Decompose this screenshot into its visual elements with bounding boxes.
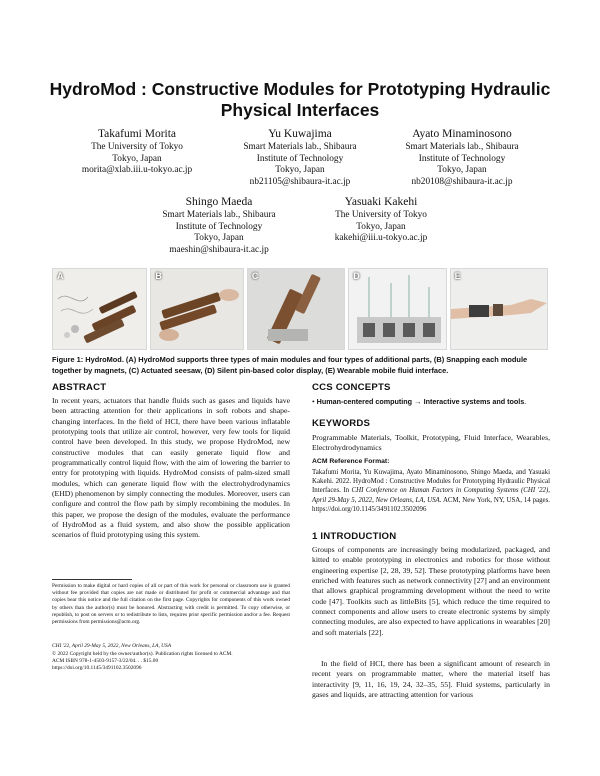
author-email[interactable]: nb21105@shibaura-it.ac.jp xyxy=(249,176,351,187)
author-affiliation: Tokyo, Japan xyxy=(194,233,244,244)
doi-footnote[interactable]: https://doi.org/10.1145/3491102.3502096 xyxy=(52,665,142,671)
wearable-illustration xyxy=(451,269,548,349)
ccs-item-bold: Human-centered computing xyxy=(316,397,413,406)
reference-heading: ACM Reference Format: xyxy=(312,458,390,465)
reference-text xyxy=(312,468,550,514)
footnote-rule xyxy=(52,579,132,580)
seesaw-illustration xyxy=(248,269,345,349)
author-email[interactable]: kakehi@iii.u-tokyo.ac.jp xyxy=(334,233,428,244)
abstract-text: In recent years, actuators that handle fluids such as gases and liquids have been attracting attention for their applications in soft robots and shape-changing interfaces. In the field of HCI, there have been various inflatable prototyping tools that utilize air control, however, very few tools for liquid control have been developed. In this study, we propose HydroMod, new constructive modules that can easily generate liquid flow and programmatically control liquid flow, with the aim of lowering the barrier to entry for prototyping with liquids. HydroMod consists of palm-sized small modules, which can generate liquid flow with the electrohydrodynamics (EHD) phenomenon by simply connecting the modules. Moreover, users can configure and control the flow path by simply recombining the modules. In this paper, we propose the design of the modules, evaluate the performance of HydroMod as a fluid system, and also show the possible application scenarios of fluid prototyping using this system. xyxy=(52,396,290,540)
author-name: Ayato Minaminosono xyxy=(412,128,512,140)
panel-label: D xyxy=(353,271,360,281)
author-affiliation: Tokyo, Japan xyxy=(112,153,162,164)
author-block xyxy=(225,127,375,188)
author-email[interactable]: nb20108@shibaura-it.ac.jp xyxy=(411,176,513,187)
author-email[interactable]: maeshin@shibaura-it.ac.jp xyxy=(169,244,269,255)
paper-title: HydroMod : Constructive Modules for Prototyping Hydraulic Physical Interfaces xyxy=(49,79,551,120)
reference-authors: Takafumi Morita, Yu Kuwajima, Ayato Minaminosono, Shingo Maeda, and Yasuaki Kakehi. 2022. HydroMod : Constructive Modules for Prototyping Hydraulic Physical Interfaces. In xyxy=(312,469,550,495)
introduction-para-2: In the field of HCI, there has been a significant amount of research in recent years on programmable matter, where the material itself has interactivity [9, 11, 16, 19, 24, 32–35, 55]. Fluid systems, particularly in gases and liquids, are attracting attention for various xyxy=(312,659,550,700)
author-affiliation: Institute of Technology xyxy=(175,221,263,232)
author-affiliation: Smart Materials lab., Shibaura xyxy=(405,142,519,152)
figure-panel-e xyxy=(450,268,548,350)
permission-footnote: Permission to make digital or hard copies of all or part of this work for personal or classroom use is granted without fee provided that copies are not made or distributed for profit or commercial advantage and that copies bear this notice and the full citation on the first page. Copyrights for components of this work owned by others than the author(s) must be honored. Abstracting with credit is permitted. To copy otherwise, or republish, to post on servers or to redistribute to lists, requires prior specific permission and/or a fee. Request permissions from permissions@acm.org. xyxy=(52,583,290,626)
keywords-text: Programmable Materials, Toolkit, Prototyping, Fluid Interface, Wearables, Electrohydrodynamics xyxy=(312,433,550,453)
author-affiliation: The University of Tokyo xyxy=(335,210,427,220)
panel-label: A xyxy=(57,271,64,281)
author-block xyxy=(387,127,537,188)
author-name: Takafumi Morita xyxy=(97,128,177,140)
author-email[interactable]: morita@xlab.iii.u-tokyo.ac.jp xyxy=(81,165,193,176)
ccs-item-rest: Interactive systems and tools xyxy=(423,397,525,406)
author-affiliation: Institute of Technology xyxy=(256,153,344,164)
arrow-glyph: → xyxy=(414,397,422,406)
pin-display-illustration xyxy=(349,269,446,349)
introduction-heading: 1 INTRODUCTION xyxy=(312,531,397,542)
bullet-glyph: • xyxy=(312,397,315,406)
author-affiliation: Tokyo, Japan xyxy=(356,221,406,232)
author-affiliation: Smart Materials lab., Shibaura xyxy=(162,210,276,220)
author-affiliation: The University of Tokyo xyxy=(91,142,183,152)
panel-label: B xyxy=(155,271,162,281)
author-affiliation: Tokyo, Japan xyxy=(275,165,325,176)
author-block xyxy=(306,195,456,245)
ccs-period: . xyxy=(524,397,527,406)
reference-venue: CHI Conference on Human Factors in Computing Systems (CHI '22), April 29-May 5, 2022, New Orleans, LA, USA. xyxy=(312,487,550,504)
modules-kit-illustration xyxy=(53,269,147,349)
figure-panel-c xyxy=(247,268,345,350)
author-block xyxy=(62,127,212,177)
figure-panel-a xyxy=(52,268,147,350)
keywords-heading: KEYWORDS xyxy=(312,418,371,429)
ccs-heading: CCS CONCEPTS xyxy=(312,382,391,393)
abstract-heading: ABSTRACT xyxy=(52,382,107,393)
reference-rest: ACM, New York, NY, USA, 14 pages. https://doi.org/10.1145/3491102.3502096 xyxy=(312,496,550,513)
author-block xyxy=(144,195,294,256)
author-affiliation: Institute of Technology xyxy=(418,153,506,164)
venue-footnote: CHI '22, April 29-May 5, 2022, New Orleans, LA, USA xyxy=(52,643,172,649)
author-name: Shingo Maeda xyxy=(185,196,253,208)
panel-label: E xyxy=(454,271,461,281)
isbn-footnote: ACM ISBN 978-1-4503-9157-3/22/04. . . $15.00 xyxy=(52,658,159,664)
ccs-item xyxy=(312,397,552,407)
author-name: Yasuaki Kakehi xyxy=(344,196,418,208)
introduction-para-1: Groups of components are increasingly being modularized, packaged, and kitted to enable prototyping in electronics and robotics for those without engineering expertise [2, 28, 39, 52]. These prototyping platforms have been enriched with features such as network connectivity [27] and an environment that allows graphical programming development without the need to write code [47]. Toolkits such as littleBits [5], which reduce the time required to connect components and allow users to create electronic systems by simply connecting modules, are also expected to have applications in wearables [20] and soft materials [22]. xyxy=(312,545,550,637)
figure-panel-b xyxy=(150,268,243,350)
panel-label: C xyxy=(251,271,259,281)
author-affiliation: Smart Materials lab., Shibaura xyxy=(243,142,357,152)
figure-panel-d xyxy=(348,268,446,350)
snapping-illustration xyxy=(151,269,243,349)
figure-caption xyxy=(52,355,548,376)
caption-label: Figure 1: xyxy=(52,355,84,364)
caption-text: HydroMod. (A) HydroMod supports three types of main modules and four types of additional parts, (B) Snapping each module together by magnets, (C) Actuated seesaw, (D) Silent pin-based color display, (E) Wearable mobile fluid interface. xyxy=(52,355,528,375)
author-name: Yu Kuwajima xyxy=(268,128,332,140)
copyright-footnote: © 2022 Copyright held by the owner/author(s). Publication rights licensed to ACM. xyxy=(52,651,233,657)
teaser-figure xyxy=(52,268,548,348)
author-affiliation: Tokyo, Japan xyxy=(437,165,487,176)
